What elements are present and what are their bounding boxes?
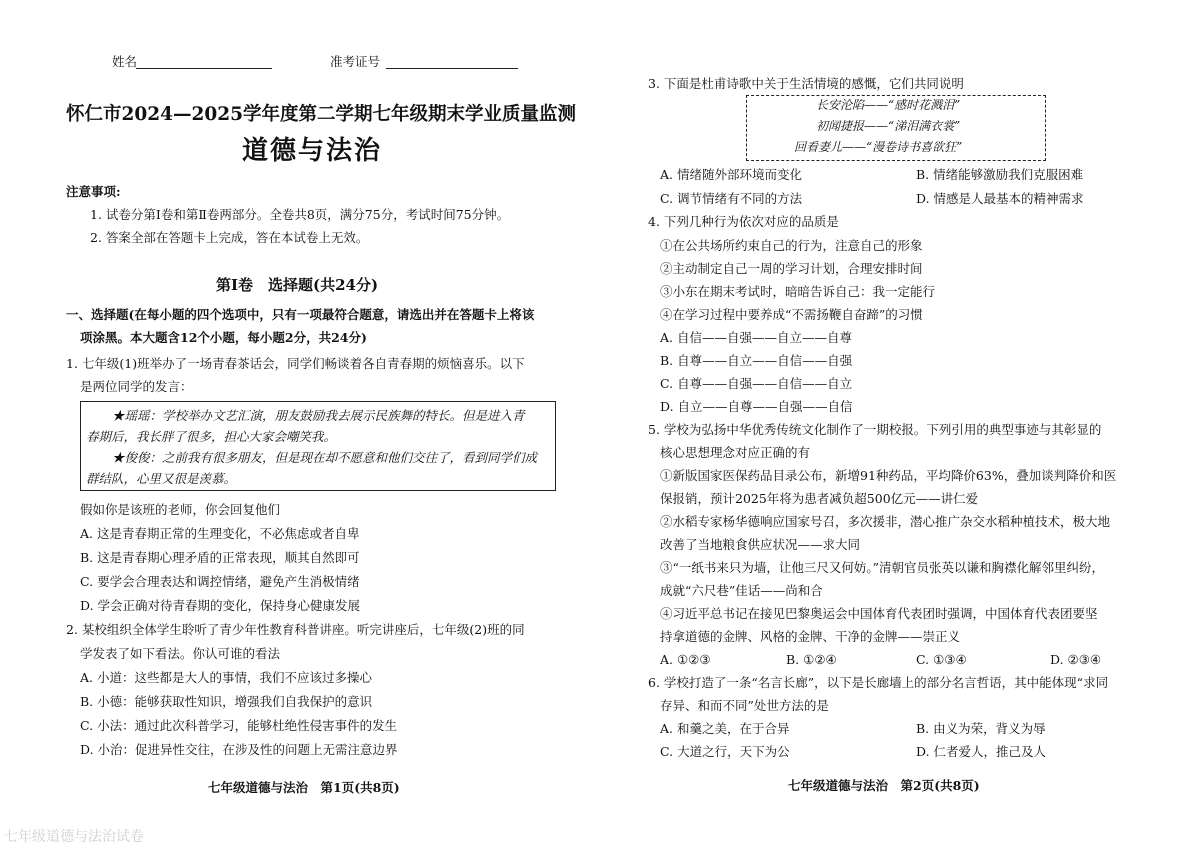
poem-line: 回看妻儿——“漫卷诗书喜欲狂” <box>794 140 963 154</box>
question-4-option: B. 自尊——自立——自信——自强 <box>660 353 853 368</box>
question-4-item: ②主动制定自己一周的学习计划，合理安排时间 <box>660 261 923 276</box>
exam-number-label: 准考证号 <box>330 54 381 69</box>
question-2-option: C. 小法：通过此次科普学习，能够杜绝性侵害事件的发生 <box>80 718 398 733</box>
question-1-prompt: 假如你是该班的老师，你会回复他们 <box>80 502 281 517</box>
question-5-stem: 5. 学校为弘扬中华优秀传统文化制作了一期校报。下列引用的典型事迹与其彰显的 <box>648 422 1102 437</box>
section-instruction: 一、选择题(在每小题的四个选项中，只有一项最符合题意，请选出并在答题卡上将该 <box>66 307 535 322</box>
question-3-option: D. 情感是人最基本的精神需求 <box>916 191 1084 206</box>
question-5-item: 持拿道德的金牌、风格的金牌、干净的金牌——崇正义 <box>660 629 961 644</box>
question-5-item: 改善了当地粮食供应状况——求大同 <box>660 537 861 552</box>
name-blank <box>136 54 272 69</box>
question-5-item: ④习近平总书记在接见巴黎奥运会中国体育代表团时强调，中国体育代表团要坚 <box>660 606 1098 621</box>
quote-line: 群结队，心里又很是羡慕。 <box>86 471 237 486</box>
part-title: 第Ⅰ卷 选择题(共24分) <box>216 276 379 294</box>
exam-number-blank <box>386 54 518 69</box>
question-2-option: A. 小道：这些都是大人的事情，我们不应该过多操心 <box>80 670 372 685</box>
section-instruction: 项涂黑。本大题含12个小题，每小题2分，共24分) <box>80 330 367 345</box>
question-3-option: C. 调节情绪有不同的方法 <box>660 191 803 206</box>
note-item: 2. 答案全部在答题卡上完成，答在本试卷上无效。 <box>90 230 369 245</box>
question-1-option: B. 这是青春期心理矛盾的正常表现，顺其自然即可 <box>80 550 360 565</box>
question-4-option: C. 自尊——自强——自信——自立 <box>660 376 853 391</box>
question-4-item: ④在学习过程中要养成“不需扬鞭自奋蹄”的习惯 <box>660 307 923 322</box>
exam-title: 怀仁市2024—2025学年度第二学期七年级期末学业质量监测 <box>66 104 576 125</box>
question-4-item: ①在公共场所约束自己的行为，注意自己的形象 <box>660 238 923 253</box>
question-1-option: A. 这是青春期正常的生理变化，不必焦虑或者自卑 <box>80 526 360 541</box>
question-4-option: D. 自立——自尊——自强——自信 <box>660 399 853 414</box>
question-5-stem: 核心思想理念对应正确的有 <box>660 445 811 460</box>
page-footer: 七年级道德与法治 第1页(共8页) <box>208 780 400 795</box>
quote-line: 春期后，我长胖了很多，担心大家会嘲笑我。 <box>86 429 337 444</box>
notes-heading: 注意事项: <box>66 184 121 199</box>
watermark: 七年级道德与法治试卷 <box>4 829 144 845</box>
question-6-option: B. 由义为荣，背义为辱 <box>916 721 1046 736</box>
question-5-item: 保报销，预计2025年将为患者减负超500亿元——讲仁爱 <box>660 491 979 506</box>
question-5-option: D. ②③④ <box>1050 652 1102 667</box>
question-2-stem: 学发表了如下看法。你认可谁的看法 <box>80 646 281 661</box>
page-footer: 七年级道德与法治 第2页(共8页) <box>788 778 980 793</box>
question-4-item: ③小东在期末考试时，暗暗告诉自己：我一定能行 <box>660 284 936 299</box>
question-6-option: D. 仁者爱人，推己及人 <box>916 744 1047 759</box>
question-1-stem: 1. 七年级(1)班举办了一场青春茶话会，同学们畅谈着各自青春期的烦恼喜乐。以下 <box>66 356 525 371</box>
question-5-item: ②水稻专家杨华德响应国家号召，多次援非，潜心推广杂交水稻种植技术，极大地 <box>660 514 1111 529</box>
question-3-option: A. 情绪随外部环境而变化 <box>660 167 802 182</box>
question-5-option: A. ①②③ <box>660 652 711 667</box>
question-4-stem: 4. 下列几种行为依次对应的品质是 <box>648 214 839 229</box>
question-6-option: C. 大道之行，天下为公 <box>660 744 790 759</box>
quote-line: ★瑶瑶：学校举办文艺汇演，朋友鼓励我去展示民族舞的特长。但是进入青 <box>112 408 525 423</box>
question-1-option: D. 学会正确对待青春期的变化，保持身心健康发展 <box>80 598 361 613</box>
question-2-stem: 2. 某校组织全体学生聆听了青少年性教育科普讲座。听完讲座后，七年级(2)班的同 <box>66 622 525 637</box>
question-5-item: ③“一纸书来只为墙，让他三尺又何妨。”清朝官员张英以谦和胸襟化解邻里纠纷， <box>660 560 1105 575</box>
name-label: 姓名 <box>112 54 138 69</box>
question-6-stem: 存异、和而不同”处世方法的是 <box>660 698 829 713</box>
question-5-option: B. ①②④ <box>786 652 837 667</box>
subject-title: 道德与法治 <box>242 136 383 166</box>
question-5-option: C. ①③④ <box>916 652 967 667</box>
question-6-option: A. 和羹之美，在于合异 <box>660 721 790 736</box>
question-6-stem: 6. 学校打造了一条“名言长廊”，以下是长廊墙上的部分名言哲语，其中能体现“求同 <box>648 675 1109 690</box>
poem-line: 初闻捷报——“涕泪满衣裳” <box>816 119 961 133</box>
poem-line: 长安沦陷——“感时花溅泪” <box>816 98 961 112</box>
right-page <box>600 0 1200 849</box>
question-4-option: A. 自信——自强——自立——自尊 <box>660 330 852 345</box>
quote-line: ★俊俊：之前我有很多朋友，但是现在却不愿意和他们交往了，看到同学们成 <box>112 450 538 465</box>
question-1-option: C. 要学会合理表达和调控情绪，避免产生消极情绪 <box>80 574 360 589</box>
note-item: 1. 试卷分第Ⅰ卷和第Ⅱ卷两部分。全卷共8页，满分75分，考试时间75分钟。 <box>90 207 510 222</box>
question-5-item: ①新版国家医保药品目录公布，新增91种药品，平均降价63%，叠加谈判降价和医 <box>660 468 1117 483</box>
question-3-stem: 3. 下面是杜甫诗歌中关于生活情境的感慨，它们共同说明 <box>648 76 964 91</box>
question-1-stem: 是两位同学的发言： <box>80 379 193 394</box>
question-2-option: D. 小治：促进异性交往，在涉及性的问题上无需注意边界 <box>80 742 398 757</box>
question-5-item: 成就“六尺巷”佳话——尚和合 <box>660 583 823 598</box>
question-2-option: B. 小德：能够获取性知识，增强我们自我保护的意识 <box>80 694 373 709</box>
question-3-option: B. 情绪能够激励我们克服困难 <box>916 167 1084 182</box>
